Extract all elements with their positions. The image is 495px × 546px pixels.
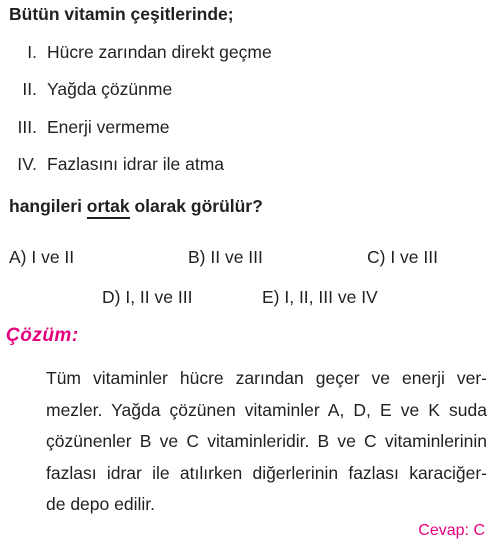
statement-numeral: I. <box>27 42 37 62</box>
solution-line: de depo edilir. <box>46 494 155 514</box>
solution-header: Çözüm: <box>6 325 79 346</box>
option-b[interactable]: B) II ve III <box>188 247 263 267</box>
solution-line: Tüm vitaminler hücre zarından geçer ve enerji ver- <box>46 368 487 388</box>
question-stem: Bütün vitamin çeşitlerinde; <box>9 4 234 24</box>
statement-numeral: III. <box>17 117 37 137</box>
question-prompt <box>9 195 263 217</box>
option-c[interactable]: C) I ve III <box>367 247 438 267</box>
statement-numeral: II. <box>22 79 37 99</box>
statement-text: Enerji vermeme <box>47 117 170 137</box>
prompt-end: olarak görülür? <box>129 196 263 216</box>
statement-text: Hücre zarından direkt geçme <box>47 42 272 62</box>
option-d[interactable]: D) I, II ve III <box>102 287 193 307</box>
solution-line: çözünenler B ve C vitaminleridir. B ve C vitaminlerinin <box>46 431 487 451</box>
answer-label: Cevap: C <box>418 522 485 539</box>
statement-numeral: IV. <box>17 154 37 174</box>
solution-line: fazlası idrar ile atılırken diğerlerinin fazlası karaciğer- <box>46 462 487 483</box>
option-e[interactable]: E) I, II, III ve IV <box>262 287 378 307</box>
option-a[interactable]: A) I ve II <box>9 247 75 267</box>
statement-text: Fazlasını idrar ile atma <box>47 154 225 174</box>
prompt-emphasis: ortak <box>87 196 130 219</box>
solution-line: mezler. Yağda çözünen vitaminler A, D, E ve K suda <box>46 399 487 420</box>
solution-text <box>46 363 487 521</box>
prompt-start: hangileri <box>9 196 87 216</box>
statement-text: Yağda çözünme <box>47 79 173 99</box>
